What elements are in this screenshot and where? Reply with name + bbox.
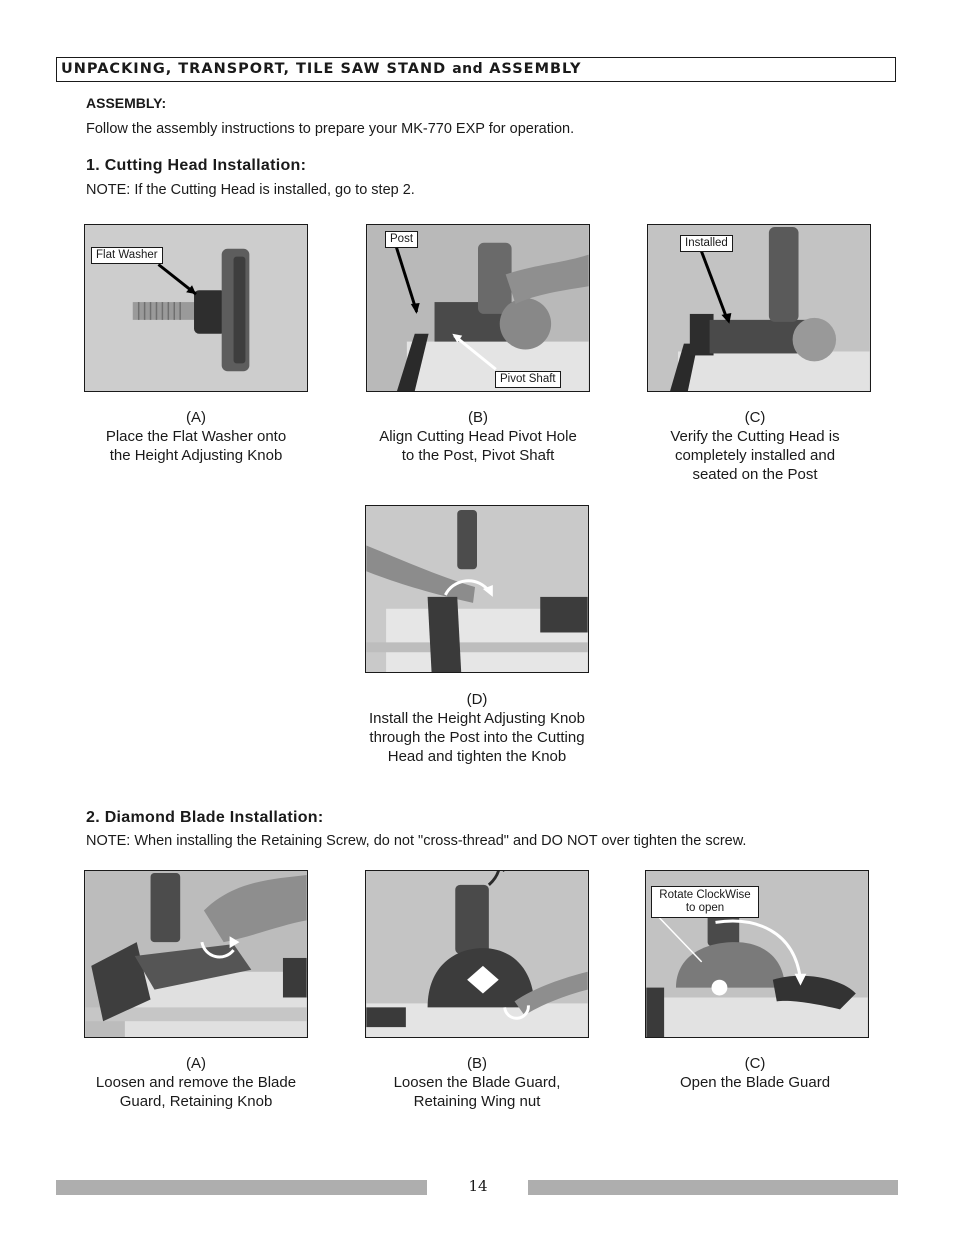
section-title-part1: UNPACKING, TRANSPORT, TILE SAW STAND — [61, 61, 447, 77]
footer-bar-left — [56, 1180, 427, 1195]
page-number: 14 — [468, 1177, 488, 1195]
caption-2b — [365, 1054, 589, 1111]
photo-post-pivot — [366, 224, 590, 392]
tag-pivot-shaft: Pivot Shaft — [495, 371, 561, 388]
retaining-knob-illustration — [85, 871, 307, 1037]
footer-bar-right — [528, 1180, 898, 1195]
caption-2c — [643, 1054, 867, 1092]
photo-retaining-knob — [84, 870, 308, 1038]
step2-note: NOTE: When installing the Retaining Screw, do not "cross-thread" and DO NOT over tighten the screw. — [86, 833, 747, 849]
assembly-heading: ASSEMBLY: — [86, 95, 167, 111]
tag-line: to open — [685, 902, 725, 914]
caption-line: Place the Flat Washer onto — [105, 428, 287, 445]
section-title-and: and — [452, 61, 484, 77]
caption-line: Open the Blade Guard — [679, 1074, 831, 1091]
section-title-part2: ASSEMBLY — [489, 61, 582, 77]
step1-heading: 1. Cutting Head Installation: — [86, 157, 307, 174]
caption-line: seated on the Post — [692, 466, 818, 483]
caption-letter: (B) — [467, 1055, 487, 1072]
caption-line: Loosen the Blade Guard, — [393, 1074, 561, 1091]
tag-flat-washer: Flat Washer — [91, 247, 163, 264]
step1-note: NOTE: If the Cutting Head is installed, go to step 2. — [86, 182, 415, 198]
photo-wing-nut — [365, 870, 589, 1038]
caption-line: completely installed and — [674, 447, 836, 464]
caption-1d — [342, 690, 612, 766]
assembly-intro: Follow the assembly instructions to prepare your MK-770 EXP for operation. — [86, 121, 575, 137]
tag-line: Rotate ClockWise — [659, 889, 751, 901]
caption-2a — [84, 1054, 308, 1111]
caption-line: Verify the Cutting Head is — [670, 428, 840, 445]
caption-line: the Height Adjusting Knob — [109, 447, 283, 464]
step2-heading: 2. Diamond Blade Installation: — [86, 809, 324, 826]
cutting-head-alignment-illustration — [367, 225, 589, 391]
caption-line: Head and tighten the Knob — [387, 748, 567, 765]
caption-line: Retaining Wing nut — [413, 1093, 541, 1110]
caption-1c — [643, 408, 867, 484]
caption-letter: (B) — [468, 409, 488, 426]
caption-line: through the Post into the Cutting — [369, 729, 585, 746]
caption-line: Guard, Retaining Knob — [119, 1093, 273, 1110]
caption-letter: (C) — [744, 1055, 766, 1072]
caption-letter: (A) — [186, 1055, 206, 1072]
caption-line: Loosen and remove the Blade — [95, 1074, 297, 1091]
caption-1a — [84, 408, 308, 465]
caption-letter: (C) — [744, 409, 766, 426]
caption-line: to the Post, Pivot Shaft — [401, 447, 555, 464]
caption-line: Align Cutting Head Pivot Hole — [379, 428, 577, 445]
tag-installed: Installed — [680, 235, 733, 252]
photo-flat-washer — [84, 224, 308, 392]
photo-knob-tighten — [365, 505, 589, 673]
photo-installed — [647, 224, 871, 392]
caption-letter: (A) — [186, 409, 206, 426]
caption-1b — [366, 408, 590, 465]
tag-post: Post — [385, 231, 418, 248]
tag-rotate-clockwise — [651, 886, 759, 918]
caption-line: Install the Height Adjusting Knob — [369, 710, 585, 727]
wing-nut-illustration — [366, 871, 588, 1037]
knob-tighten-illustration — [366, 506, 588, 672]
caption-letter: (D) — [466, 691, 488, 708]
photo-open-guard — [645, 870, 869, 1038]
section-title — [56, 57, 896, 82]
